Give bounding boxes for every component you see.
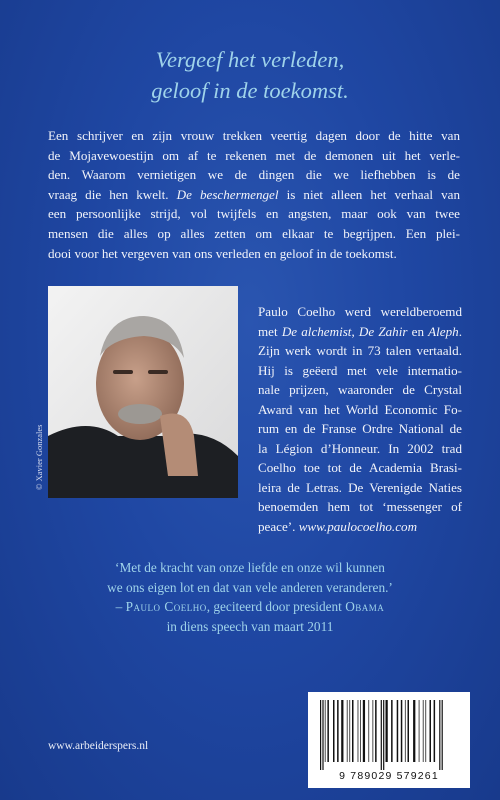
barcode-bar: [320, 700, 321, 770]
quote-line: [0, 558, 500, 578]
text-run: en: [407, 323, 429, 339]
barcode-bar: [325, 700, 326, 762]
barcode-bar: [333, 700, 335, 762]
bio-line: [258, 458, 462, 478]
bio-line: [258, 341, 462, 361]
barcode-bar: [425, 700, 426, 762]
text-run: .: [458, 323, 462, 339]
text-run: –: [115, 599, 126, 614]
bio-line: [258, 322, 462, 342]
barcode-bar: [322, 700, 323, 770]
isbn-number: 9 789029 579261: [339, 770, 439, 782]
text-run: we ons eigen lot en dat van vele anderen veranderen.’: [107, 579, 393, 595]
barcode-bar: [434, 700, 436, 762]
barcode-bar: [341, 700, 343, 762]
text-run: in diens speech van maart 2011: [166, 618, 334, 634]
barcode-bar: [360, 700, 361, 762]
barcode-bar: [349, 700, 350, 762]
italic-text: Aleph: [428, 323, 459, 339]
text-run: de Mojavewoestijn om af te rekenen met de demonen uit het verle-: [48, 147, 460, 163]
text-run: , geciteerd door president: [206, 599, 346, 614]
barcode-bar: [442, 700, 443, 770]
blurb-line: [48, 146, 460, 166]
text-run: een persoonlijke strijd, vol twijfels en angsten, maar ook van twee: [48, 206, 460, 222]
text-run: Hij is geëerd met vele internatio-: [258, 362, 462, 378]
text-run: is niet alleen het verhaal van: [278, 186, 460, 202]
publisher-website: www.arbeiderspers.nl: [48, 740, 149, 752]
italic-text: De Zahir: [358, 323, 408, 339]
quote-line: [0, 617, 500, 637]
barcode-bar: [373, 700, 374, 762]
barcode-bar: [391, 700, 393, 762]
barcode-bar: [408, 700, 410, 762]
blurb-line: [48, 224, 460, 244]
barcode-bar: [401, 700, 403, 762]
text-run: met: [258, 323, 282, 339]
bio-line: [258, 439, 462, 459]
italic-text: De beschermengel: [176, 186, 279, 202]
italic-text: De alchemist: [281, 323, 352, 339]
text-run: Zijn werk wordt in 73 talen vertaald.: [258, 343, 462, 358]
text-run: nale prijzen, waaronder de Crystal: [258, 382, 462, 397]
quote: [0, 558, 500, 636]
text-run: benoemden hem tot ‘messenger of: [258, 499, 462, 514]
barcode-bar: [347, 700, 348, 762]
text-run: vraag die hen kwelt.: [48, 186, 177, 202]
barcode-bar: [439, 700, 440, 770]
barcode-bar: [381, 700, 382, 770]
text-run: Paulo Coelho werd wereldberoemd: [258, 304, 462, 319]
blurb-line: [48, 165, 460, 185]
author-bio: [258, 302, 462, 536]
tagline: [0, 44, 500, 106]
barcode-bar: [337, 700, 339, 762]
isbn-barcode: [308, 692, 470, 788]
book-blurb: [48, 126, 460, 263]
text-run: mensen die alles op alles zetten om elkaar te begrijpen. Een plei-: [48, 225, 460, 241]
bio-line: [258, 380, 462, 400]
bio-line: [258, 302, 462, 322]
barcode-bar: [383, 700, 384, 770]
blurb-line: [48, 185, 460, 205]
barcode-bar: [375, 700, 377, 762]
barcode-bar: [358, 700, 359, 762]
blurb-line: [48, 204, 460, 224]
bio-line: [258, 361, 462, 381]
text-run: ,: [351, 323, 359, 339]
photo-credit: © Xavier Gonzales: [34, 424, 44, 490]
italic-text: www.paulocoelho.com: [298, 518, 418, 534]
blurb-line: [48, 126, 460, 146]
barcode-bar: [363, 700, 365, 762]
barcode-bar: [419, 700, 420, 762]
quote-line: [0, 597, 500, 617]
text-run: dooi voor het vergeven van ons verleden en geloof in de toekomst.: [48, 245, 397, 261]
barcode-bar: [430, 700, 432, 762]
barcode-bar: [413, 700, 415, 762]
blurb-line: [48, 244, 460, 264]
author-photo: [48, 286, 238, 498]
text-run: Een schrijver en zijn vrouw trekken veertig dagen door de hitte van: [48, 128, 460, 143]
text-run: Award van het World Economic Fo-: [258, 401, 462, 417]
barcode-bar: [423, 700, 424, 762]
text-run: leira de Letras. De Verenigde Naties: [258, 479, 462, 495]
barcode-bar: [386, 700, 388, 762]
text-run: rum en de Franse Ordre National de: [258, 421, 462, 436]
small-caps-text: Paulo Coelho: [125, 599, 207, 614]
barcode-bar: [405, 700, 406, 762]
tagline-line-2: geloof in de toekomst.: [151, 78, 349, 103]
bio-line: [258, 478, 462, 498]
text-run: Coelho toe tot de Academia Brasi-: [258, 460, 462, 475]
text-run: den. Waarom vernietigen we de dingen die we liefhebben is de: [48, 167, 460, 183]
tagline-line-1: Vergeef het verleden,: [155, 47, 345, 72]
bio-line: [258, 400, 462, 420]
text-run: la Légion d’Honneur. In 2002 trad: [258, 440, 462, 456]
barcode-bar: [352, 700, 354, 762]
text-run: ‘Met de kracht van onze liefde en onze wil kunnen: [115, 560, 385, 575]
text-run: peace’.: [258, 518, 299, 534]
barcode-bar: [327, 700, 329, 762]
bio-line: [258, 497, 462, 517]
barcode-bar: [368, 700, 369, 762]
small-caps-text: Obama: [345, 599, 385, 614]
bio-line: [258, 517, 462, 537]
quote-line: [0, 578, 500, 598]
barcode-bar: [397, 700, 399, 762]
bio-line: [258, 419, 462, 439]
